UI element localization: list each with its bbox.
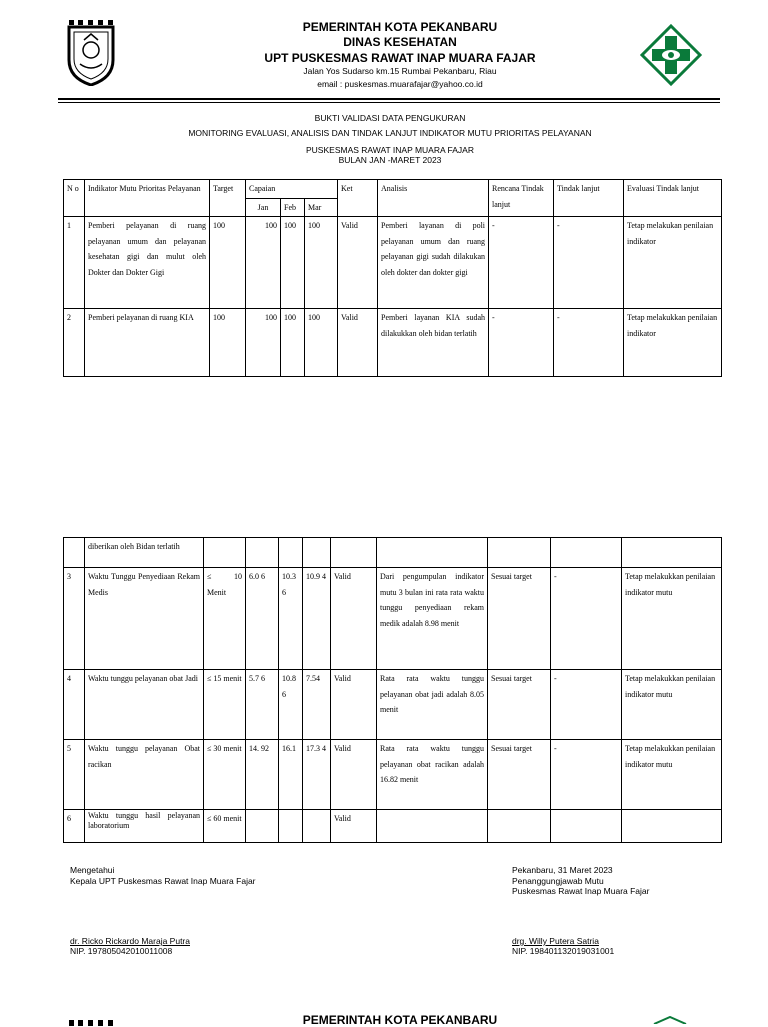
email: email : puskesmas.muarafajar@yahoo.co.id [317,79,483,89]
sign-left-nip: NIP. 197805042010011008 [70,946,173,956]
cell-jan: 14. 92 [246,740,279,810]
table-header-row [64,180,722,199]
header-jan: Jan [246,198,281,217]
address: Jalan Yos Sudarso km.15 Rumbai Pekanbaru, Riau [303,66,497,76]
cell-feb: 100 [281,217,305,309]
puskesmas-logo-icon [650,1016,690,1024]
cell-mar [303,810,331,843]
cell-feb: 16.1 [279,740,303,810]
header-evaluasi: Evaluasi Tindak lanjut [624,180,722,217]
doc-institution: PUSKESMAS RAWAT INAP MUARA FAJAR [306,145,474,155]
doc-subtitle: MONITORING EVALUASI, ANALISIS DAN TINDAK LANJUT INDIKATOR MUTU PRIORITAS PELAYANAN [188,128,592,138]
cell-analisis [377,810,488,843]
header-analisis: Analisis [378,180,489,217]
cell-no: 6 [64,810,85,843]
sign-right-date: Pekanbaru, 31 Maret 2023 [512,865,613,875]
header-capaian: Capaian [246,180,338,199]
cell-evaluasi [622,810,722,843]
cell-evaluasi: Tetap melakukkan penilaian indikator mutu [622,740,722,810]
cell-feb: 10.8 6 [279,670,303,740]
cell-indikator: Pemberi pelayanan di ruang KIA [85,309,210,377]
cell-evaluasi: Tetap melakukan penilaian indikator [624,217,722,309]
cell-tindak: - [551,568,622,670]
cell-evaluasi: Tetap melakukkan penilaian indikator [624,309,722,377]
gov-name: PEMERINTAH KOTA PEKANBARU [302,20,498,34]
letterhead [0,0,768,105]
next-page-gov-name: PEMERINTAH KOTA PEKANBARU [302,1013,498,1027]
header-no: N o [64,180,85,217]
cell-analisis: Rata rata waktu tunggu pelayanan obat racikan adalah 16.82 menit [377,740,488,810]
puskesmas-name: UPT PUSKESMAS RAWAT INAP MUARA FAJAR [264,51,536,65]
cell-target: ≤ 60 menit [204,810,246,843]
cell-mar: 17.3 4 [303,740,331,810]
sign-left-label: Mengetahui [70,865,115,875]
cell-target: ≤ 10 Menit [204,568,246,670]
header-rule-thick [58,98,720,100]
table-row [64,670,722,740]
table-row-continued [64,538,722,568]
sign-right-nip: NIP. 198401132019031001 [512,946,615,956]
cell-mar: 100 [305,309,338,377]
header-rencana: Rencana Tindak lanjut [489,180,554,217]
header-tindak: Tindak lanjut [554,180,624,217]
cell-analisis: Pemberi layanan di poli pelayanan umum dan ruang pelayanan gigi sudah dilakukan oleh dokter dan dokter gigi [378,217,489,309]
pekanbaru-city-logo-icon [66,20,116,86]
puskesmas-logo-icon [640,24,702,86]
table-row [64,309,722,377]
cell-evaluasi: Tetap melakukkan penilaian indikator mutu [622,568,722,670]
header-indikator: Indikator Mutu Prioritas Pelayanan [85,180,210,217]
cell-feb: 100 [281,309,305,377]
cell-rencana [488,810,551,843]
doc-period: BULAN JAN -MARET 2023 [338,155,442,165]
cell-feb: 10.3 6 [279,568,303,670]
cell-jan: 100 [246,309,281,377]
cell-jan: 6.0 6 [246,568,279,670]
cell-rencana: Sesuai target [488,568,551,670]
cell-no: 2 [64,309,85,377]
cell-mar: 10.9 4 [303,568,331,670]
cell-ket: Valid [338,309,378,377]
header-target: Target [210,180,246,217]
header-mar: Mar [305,198,338,217]
cell-no: 5 [64,740,85,810]
header-rule-thin [58,102,720,103]
cell-tindak: - [551,740,622,810]
sign-right-institution: Puskesmas Rawat Inap Muara Fajar [512,886,650,896]
sign-left-name: dr. Ricko Rickardo Maraja Putra [70,936,190,946]
cell-no: 4 [64,670,85,740]
department-name: DINAS KESEHATAN [343,35,457,49]
cell-rencana: Sesuai target [488,740,551,810]
header-ket: Ket [338,180,378,217]
cell-target: ≤ 15 menit [204,670,246,740]
cell-rencana: - [489,217,554,309]
cell-no: 3 [64,568,85,670]
cell-indikator: Waktu tunggu hasil pelayanan laboratorium [85,810,204,843]
sign-right-name: drg. Willy Putera Satria [512,936,599,946]
cell-tindak [551,810,622,843]
cell-target: 100 [210,217,246,309]
indicator-table-part1 [63,179,722,377]
cell-indikator: Waktu tunggu pelayanan obat Jadi [85,670,204,740]
sign-left-title: Kepala UPT Puskesmas Rawat Inap Muara Fajar [70,876,256,886]
cell-feb [279,810,303,843]
table-row [64,810,722,843]
cell-ket: Valid [331,740,377,810]
cell-mar: 100 [305,217,338,309]
cell-jan [246,810,279,843]
cell-analisis: Pemberi layanan KIA sudah dilakukkan oleh bidan terlatih [378,309,489,377]
cell-ket: Valid [331,568,377,670]
cell-indikator: Waktu Tunggu Penyediaan Rekam Medis [85,568,204,670]
cell-evaluasi: Tetap melakukkan penilaian indikator mutu [622,670,722,740]
cell-target: 100 [210,309,246,377]
cell-rencana: - [489,309,554,377]
cell-no: 1 [64,217,85,309]
table-row [64,568,722,670]
pekanbaru-city-logo-icon [66,1016,116,1026]
cell-indikator: Waktu tunggu pelayanan Obat racikan [85,740,204,810]
cell-ket: Valid [331,810,377,843]
cell-analisis: Rata rata waktu tunggu pelayanan obat jadi adalah 8.05 menit [377,670,488,740]
doc-title: BUKTI VALIDASI DATA PENGUKURAN [314,113,466,123]
cell-tindak: - [551,670,622,740]
cell-ket: Valid [331,670,377,740]
cell-rencana: Sesuai target [488,670,551,740]
sign-right-role: Penanggungjawab Mutu [512,876,604,886]
table-row [64,740,722,810]
cell-indikator: Pemberi pelayanan di ruang pelayanan umum dan pelayanan kesehatan gigi dan mulut oleh Dokter dan Dokter Gigi [85,217,210,309]
cell-continued-text: diberikan oleh Bidan terlatih [85,538,204,568]
cell-target: ≤ 30 menit [204,740,246,810]
cell-jan: 5.7 6 [246,670,279,740]
cell-ket: Valid [338,217,378,309]
cell-jan: 100 [246,217,281,309]
cell-tindak: - [554,217,624,309]
cell-tindak: - [554,309,624,377]
cell-mar: 7.54 [303,670,331,740]
cell-analisis: Dari pengumpulan indikator mutu 3 bulan ini rata rata waktu tunggu penyediaan rekam medik adalah 8.98 menit [377,568,488,670]
header-feb: Feb [281,198,305,217]
table-row [64,217,722,309]
indicator-table-part2 [63,537,722,843]
